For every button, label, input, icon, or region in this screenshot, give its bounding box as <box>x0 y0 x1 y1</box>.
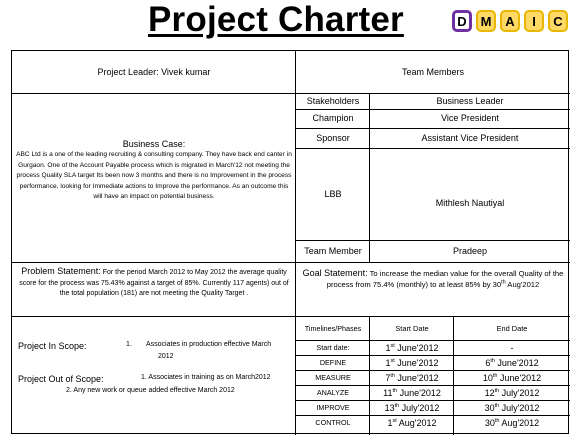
goal-sup: th <box>501 279 506 286</box>
dmaic-letter-c: C <box>548 10 568 32</box>
out-scope-heading: Project Out of Scope: <box>18 374 104 384</box>
goal-text: To increase the median value for the overall Quality of the process from 75.4% (monthly) to at least 85% by 30 <box>326 269 564 289</box>
dmaic-letter-d: D <box>452 10 472 32</box>
timeline-header: Timelines/Phases Start Date End Date <box>304 324 528 333</box>
problem-statement <box>16 266 292 300</box>
team-row-stakeholders: Stakeholders Business Leader <box>306 96 504 106</box>
timeline-row: CONTROL 1st Aug'2012 30th Aug'2012 <box>315 418 540 428</box>
business-case-text: ABC Ltd is a one of the leading recruiting & consulting company. They have back end canter in Gurgaon. One of the Account Payable process which is migrated in March'12 not meeting the process Quality SLA target Its been now 3 months and there is no Improvement in the process performance, looking for Immediate actions to Improve the performance. As an outcome this will have an impact on potential business. <box>16 151 292 200</box>
timeline-row: IMPROVE 13th July'2012 30th July'2012 <box>316 403 540 413</box>
dmaic-letter-m: M <box>476 10 496 32</box>
out-scope-2: 2. Any new work or queue added effective March 2012 <box>66 387 235 394</box>
team-row-champion: Champion Vice President <box>312 113 499 123</box>
project-leader: Project Leader: Vivek kumar <box>97 67 211 77</box>
in-scope-heading: Project In Scope: <box>18 341 87 351</box>
goal-heading: Goal Statement: <box>302 268 368 278</box>
dmaic-letter-i: I <box>524 10 544 32</box>
team-row-lbb: LBB Mithlesh Nautiyal <box>324 189 505 208</box>
timeline-row: MEASURE 7th June'2012 10th June'2012 <box>315 373 542 383</box>
goal-tail: Aug'2012 <box>505 280 540 289</box>
in-scope-text-2: 2012 <box>158 353 174 360</box>
timeline-row: DEFINE 1st June'2012 6th June'2012 <box>319 358 539 368</box>
problem-text: For the period March 2012 to May 2012 the average quality score for the process was 75.43% against a target of 85%. Currently 117 agents) out of the total population (181) are not meeting the Quality Target . <box>19 269 289 297</box>
goal-statement <box>300 268 566 290</box>
timeline-row: ANALYZE 11th June'2012 12th July'2012 <box>316 388 540 398</box>
page-title: Project Charter <box>148 0 404 39</box>
dmaic-logo <box>452 10 568 32</box>
charter-table <box>11 50 569 434</box>
in-scope-num: 1. <box>126 341 132 348</box>
timeline-row: Start date: 1st June'2012 - <box>316 343 514 353</box>
business-case-heading: Business Case: <box>122 139 186 149</box>
dmaic-letter-a: A <box>500 10 520 32</box>
project-scope <box>18 341 294 394</box>
out-scope-1: 1. Associates in training as on March2012 <box>141 374 271 381</box>
business-case <box>16 139 292 203</box>
in-scope-text-1: Associates in production effective March <box>146 341 272 348</box>
problem-heading: Problem Statement: <box>21 266 101 276</box>
team-row-sponsor: Sponsor Assistant Vice President <box>316 133 519 143</box>
team-row-member: Team Member Pradeep <box>304 246 488 256</box>
team-members-header: Team Members <box>401 67 464 77</box>
